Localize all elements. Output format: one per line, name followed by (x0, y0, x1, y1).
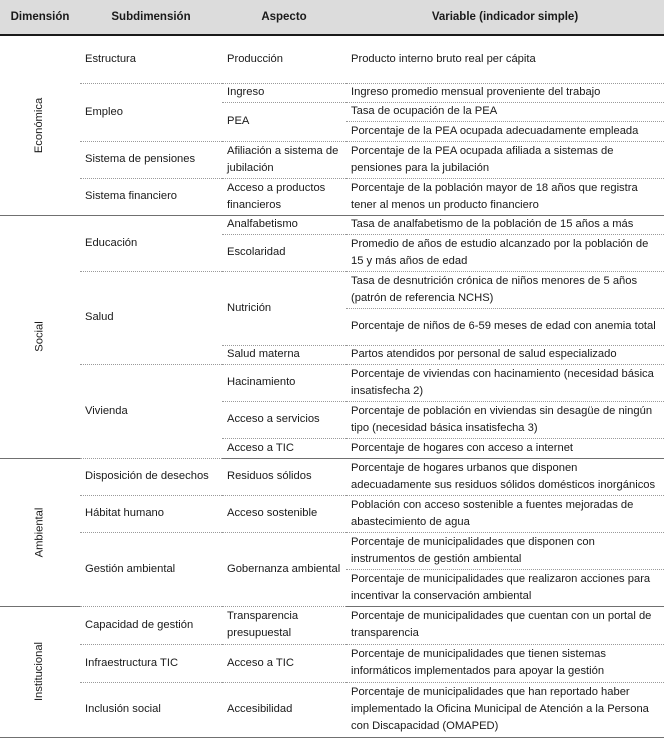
variable-cell: Ingreso promedio mensual proveniente del trabajo (346, 83, 664, 102)
variable-cell: Porcentaje de municipalidades que cuentan con un portal de transparencia (346, 606, 664, 644)
variable-cell: Tasa de desnutrición crónica de niños menores de 5 años (patrón de referencia NCHS) (346, 271, 664, 308)
aspect-cell: Producción (222, 35, 346, 83)
aspect-cell: Ingreso (222, 83, 346, 102)
variable-cell: Producto interno bruto real per cápita (346, 35, 664, 83)
aspect-cell: Acceso a productos financieros (222, 178, 346, 215)
header-aspect: Aspecto (222, 0, 346, 35)
variable-cell: Porcentaje de la PEA ocupada afiliada a sistemas de pensiones para la jubilación (346, 141, 664, 178)
variable-cell: Promedio de años de estudio alcanzado por la población de 15 y más años de edad (346, 234, 664, 271)
table-row (0, 682, 664, 737)
variable-cell: Partos atendidos por personal de salud especializado (346, 345, 664, 364)
aspect-cell: Salud materna (222, 345, 346, 364)
variable-cell: Porcentaje de municipalidades que han reportado haber implementado la Oficina Municipal de Atención a la Persona con Discapacidad (OMAPED) (346, 682, 664, 737)
dimension-cell: Institucional (0, 606, 80, 737)
aspect-cell: Hacinamiento (222, 364, 346, 401)
variable-cell: Tasa de ocupación de la PEA (346, 102, 664, 121)
dimension-cell: Económica (0, 35, 80, 215)
dimension-cell: Social (0, 215, 80, 458)
subdimension-cell: Empleo (80, 83, 222, 141)
aspect-cell: Afiliación a sistema de jubilación (222, 141, 346, 178)
aspect-cell: Acceso a servicios (222, 401, 346, 438)
subdimension-cell: Sistema financiero (80, 178, 222, 215)
aspect-cell: Gobernanza ambiental (222, 532, 346, 606)
subdimension-cell: Hábitat humano (80, 495, 222, 532)
subdimension-cell: Capacidad de gestión (80, 606, 222, 644)
table-row (0, 606, 664, 644)
aspect-cell: Escolaridad (222, 234, 346, 271)
aspect-cell: Acceso a TIC (222, 644, 346, 682)
table-header-row (0, 0, 664, 35)
aspect-cell: Transparencia presupuestal (222, 606, 346, 644)
variable-cell: Porcentaje de viviendas con hacinamiento (necesidad básica insatisfecha 2) (346, 364, 664, 401)
variable-cell: Porcentaje de población en viviendas sin desagüe de ningún tipo (necesidad básica insatisfecha 3) (346, 401, 664, 438)
subdimension-cell: Salud (80, 271, 222, 364)
variable-cell: Porcentaje de la PEA ocupada adecuadamente empleada (346, 121, 664, 141)
table-row (0, 83, 664, 102)
subdimension-cell: Vivienda (80, 364, 222, 458)
dimension-cell: Ambiental (0, 458, 80, 606)
aspect-cell: Accesibilidad (222, 682, 346, 737)
aspect-cell: Acceso sostenible (222, 495, 346, 532)
subdimension-cell: Educación (80, 215, 222, 271)
table-row (0, 458, 664, 495)
variable-cell: Porcentaje de municipalidades que realizaron acciones para incentivar la conservación ambiental (346, 569, 664, 606)
variable-cell: Población con acceso sostenible a fuentes mejoradas de abastecimiento de agua (346, 495, 664, 532)
variable-cell: Porcentaje de la población mayor de 18 años que registra tener al menos un producto financiero (346, 178, 664, 215)
table-row (0, 271, 664, 308)
table-row (0, 35, 664, 83)
variable-cell: Porcentaje de municipalidades que disponen con instrumentos de gestión ambiental (346, 532, 664, 569)
table-row (0, 141, 664, 178)
header-variable: Variable (indicador simple) (346, 0, 664, 35)
subdimension-cell: Disposición de desechos (80, 458, 222, 495)
variable-cell: Porcentaje de niños de 6-59 meses de edad con anemia total (346, 308, 664, 345)
subdimension-cell: Sistema de pensiones (80, 141, 222, 178)
aspect-cell: Analfabetismo (222, 215, 346, 234)
subdimension-cell: Gestión ambiental (80, 532, 222, 606)
subdimension-cell: Infraestructura TIC (80, 644, 222, 682)
subdimension-cell: Estructura (80, 35, 222, 83)
aspect-cell: Acceso a TIC (222, 438, 346, 458)
table-row (0, 644, 664, 682)
subdimension-cell: Inclusión social (80, 682, 222, 737)
table-row (0, 364, 664, 401)
table-row (0, 495, 664, 532)
variable-cell: Tasa de analfabetismo de la población de 15 años a más (346, 215, 664, 234)
table-row (0, 532, 664, 569)
aspect-cell: PEA (222, 102, 346, 141)
variable-cell: Porcentaje de hogares con acceso a internet (346, 438, 664, 458)
variable-cell: Porcentaje de municipalidades que tienen sistemas informáticos implementados para apoyar la gestión (346, 644, 664, 682)
header-subdimension: Subdimensión (80, 0, 222, 35)
aspect-cell: Residuos sólidos (222, 458, 346, 495)
variable-cell: Porcentaje de hogares urbanos que disponen adecuadamente sus residuos sólidos domésticos inorgánicos (346, 458, 664, 495)
aspect-cell: Nutrición (222, 271, 346, 345)
header-dimension: Dimensión (0, 0, 80, 35)
table-row (0, 178, 664, 215)
table-row (0, 215, 664, 234)
